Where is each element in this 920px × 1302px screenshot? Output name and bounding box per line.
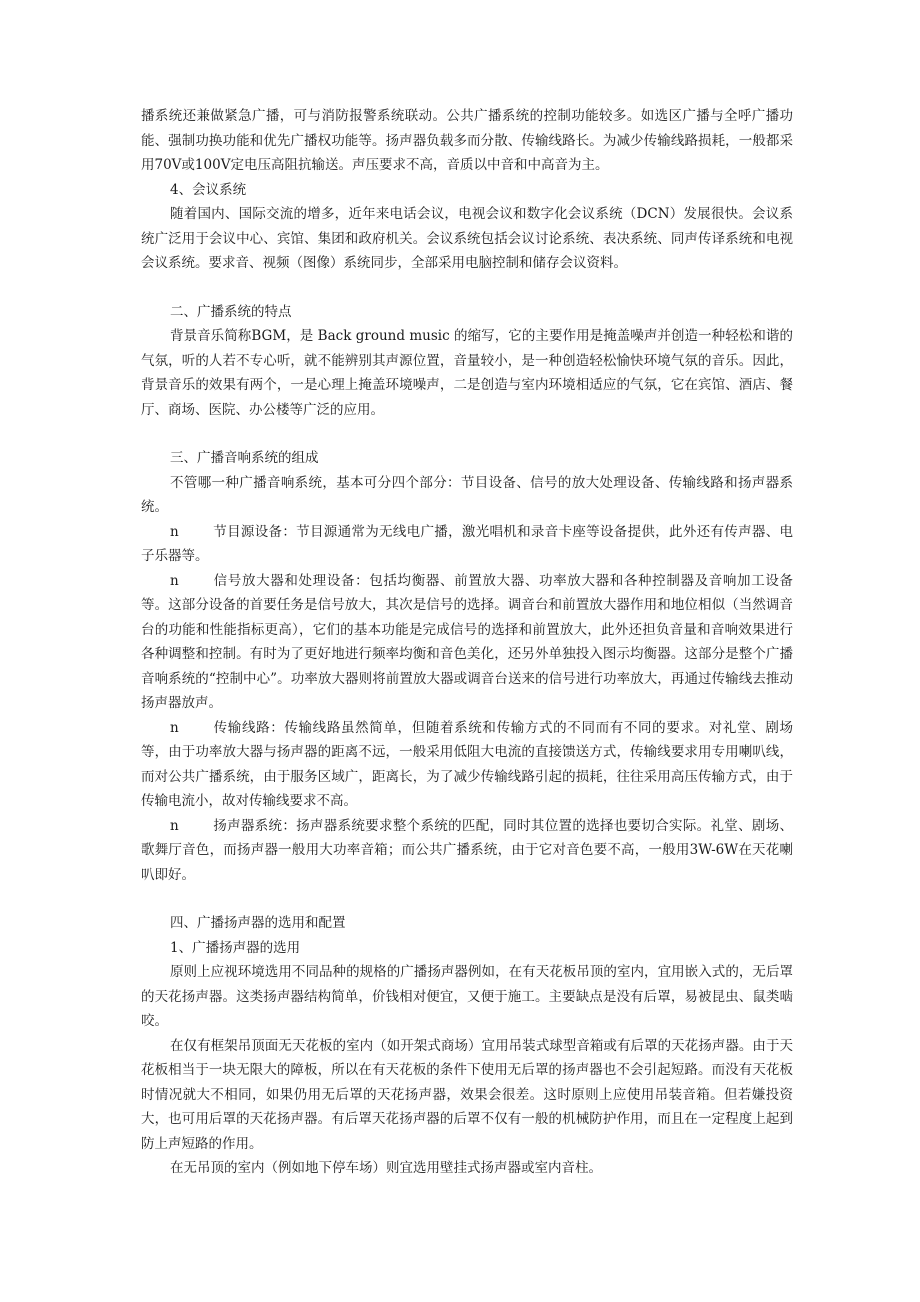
- list-item-transmission: [141, 716, 793, 814]
- list-item-text: 信号放大器和处理设备：包括均衡器、前置放大器、功率放大器和各种控制器及音响加工设备等。这部分设备的首要任务是信号放大，其次是信号的选择。调音台和前置放大器作用和地位相似（当然调音台的功能和性能指标更高），它们的基本功能是完成信号的选择和前置放大，此外还担负音量和音响效果进行各种调整和控制。有时为了更好地进行频率均衡和音色美化，还另外单独投入图示均衡器。这部分是整个广播音响系统的“控制中心”。功率放大器则将前置放大器或调音台送来的信号进行功率放大，再通过传输线去推动扬声器放声。: [141, 572, 793, 711]
- document-body: [141, 104, 793, 1181]
- section-heading-2: 二、广播系统的特点: [170, 303, 292, 320]
- paragraph-composition: 不管哪一种广播音响系统，基本可分四个部分：节目设备、信号的放大处理设备、传输线路和扬声器系统。: [141, 474, 793, 515]
- section-heading-3: 三、广播音响系统的组成: [170, 450, 319, 466]
- spacer: [141, 887, 793, 911]
- spacer: [141, 276, 793, 300]
- list-item-text: 传输线路：传输线路虽然简单，但随着系统和传输方式的不同而有不同的要求。对礼堂、剧场等，由于功率放大器与扬声器的距离不远，一般采用低阻大电流的直接馈送方式，传输线要求用专用喇叭线，而对公共广播系统，由于服务区域广，距离长，为了减少传输线路引起的损耗，往往采用高压传输方式，由于传输电流小，故对传输线要求不高。: [141, 719, 793, 809]
- subheading-speaker-selection: 1、广播扬声器的选用: [170, 939, 301, 956]
- bullet-marker: n: [170, 523, 179, 540]
- bullet-marker: n: [170, 719, 179, 736]
- spacer: [141, 422, 793, 446]
- paragraph-conference-system: 随着国内、国际交流的增多，近年来电话会议，电视会议和数字化会议系统（DCN）发展很快。会议系统广泛用于会议中心、宾馆、集团和政府机关。会议系统包括会议讨论系统、表决系统、同声传译系统和电视会议系统。要求音、视频（图像）系统同步，全部采用电脑控制和储存会议资料。: [141, 206, 793, 271]
- section-heading-4: 四、广播扬声器的选用和配置: [170, 915, 346, 931]
- paragraph-background-music: 背景音乐简称BGM，是 Back ground music 的缩写，它的主要作用是掩盖噪声并创造一种轻松和谐的气氛，听的人若不专心听，就不能辨别其声源位置，音量较小，是一种创造轻松愉快环境气氛的音乐。因此，背景音乐的效果有两个，一是心理上掩盖环境噪声，二是创造与室内环境相适应的气氛，它在宾馆、酒店、餐厅、商场、医院、办公楼等广泛的应用。: [141, 328, 793, 418]
- bullet-marker: n: [170, 817, 179, 834]
- heading-conference-system: 4、会议系统: [170, 181, 247, 198]
- paragraph-frame-ceiling: 在仅有框架吊顶面无天花板的室内（如开架式商场）宜用吊装式球型音箱或有后罩的天花扬声器。由于天花板相当于一块无限大的障板，所以在有天花板的条件下使用无后罩的扬声器也不会引起短路。而没有天花板时情况就大不相同，如果仍用无后罩的天花扬声器，效果会很差。这时原则上应使用吊装音箱。但若嫌投资大，也可用后罩的天花扬声器。有后罩天花扬声器的后罩不仅有一般的机械防护作用，而且在一定程度上起到防上声短路的作用。: [141, 1037, 793, 1152]
- list-item-text: 节目源设备：节目源通常为无线电广播，激光唱机和录音卡座等设备提供，此外还有传声器、电子乐器等。: [141, 523, 793, 564]
- paragraph-broadcast-continued: 播系统还兼做紧急广播，可与消防报警系统联动。公共广播系统的控制功能较多。如选区广播与全呼广播功能、强制功换功能和优先广播权功能等。扬声器负载多而分散、传输线路长。为减少传输线路损耗，一般都采用70V或100V定电压高阻抗输送。声压要求不高，音质以中音和中高音为主。: [141, 108, 793, 173]
- paragraph-ceiling-speaker: 原则上应视环境选用不同品种的规格的广播扬声器例如，在有天花板吊顶的室内，宜用嵌入式的，无后罩的天花扬声器。这类扬声器结构简单，价钱相对便宜，又便于施工。主要缺点是没有后罩，易被昆虫、鼠类啮咬。: [141, 964, 793, 1029]
- list-item-speaker-system: [141, 814, 793, 888]
- paragraph-no-ceiling: 在无吊顶的室内（例如地下停车场）则宜选用壁挂式扬声器或室内音柱。: [170, 1160, 602, 1176]
- list-item-text: 扬声器系统：扬声器系统要求整个系统的匹配，同时其位置的选择也要切合实际。礼堂、剧场、歌舞厅音色，而扬声器一般用大功率音箱；而公共广播系统，由于它对音色要不高，一般用3W-6W在天花喇叭即好。: [141, 817, 793, 883]
- list-item-program-source: [141, 520, 793, 569]
- bullet-marker: n: [170, 572, 179, 589]
- list-item-amplifier: [141, 569, 793, 716]
